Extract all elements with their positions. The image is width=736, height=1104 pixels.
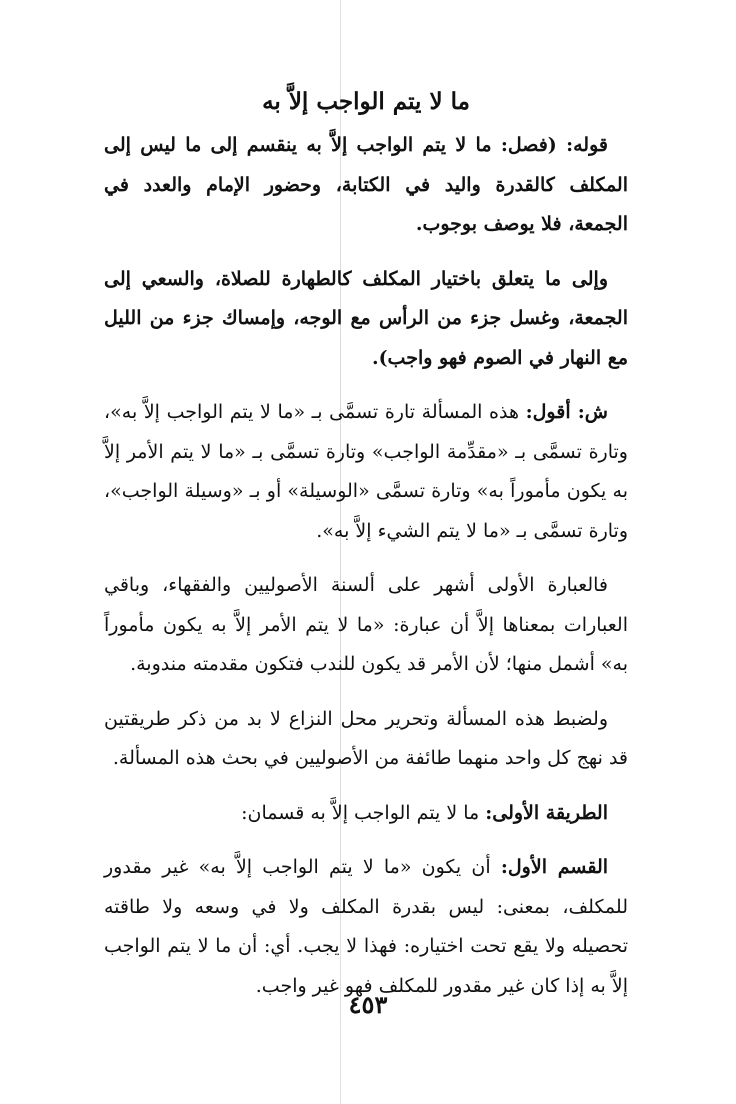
commentary-paragraph-4 (104, 566, 628, 685)
page-number: ٤٥٣ (348, 990, 388, 1019)
commentary-paragraph-5 (104, 700, 628, 779)
paragraph-2-text: وإلى ما يتعلق باختيار المكلف كالطهارة للصلاة، والسعي إلى الجمعة، وغسل جزء من الرأس مع الوجه، وإمساك جزء من الليل مع النهار في الصوم فهو واجب). (104, 267, 628, 369)
paragraph-6-lead: الطريقة الأولى: (485, 801, 608, 824)
paragraph-7-lead: القسم الأول: (500, 856, 609, 878)
commentary-paragraph-3 (104, 393, 628, 551)
page-content (104, 82, 628, 1021)
paragraph-1-text: قوله: (فصل: ما لا يتم الواجب إلاَّ به ينقسم إلى ما ليس إلى المكلف كالقدرة واليد في الكتابة، وحضور الإمام والعدد في الجمعة، فلا يوصف بوجوب. (104, 134, 628, 235)
quoted-text-paragraph-2 (104, 260, 628, 379)
paragraph-7-text: أن يكون «ما لا يتم الواجب إلاَّ به» غير مقدور للمكلف، بمعنى: ليس بقدرة المكلف ولا في وسعه ولا طاقته تحصيله ولا يقع تحت اختياره: فهذا لا يجب. أي: أن ما لا يتم الواجب إلاَّ به إذا كان غير مقدور للمكلف فهو غير واجب. (104, 856, 628, 997)
paragraph-6-text: ما لا يتم الواجب إلاَّ به قسمان: (241, 801, 480, 824)
section-title: ما لا يتم الواجب إلاَّ به (262, 88, 470, 115)
paragraph-4-text: فالعبارة الأولى أشهر على ألسنة الأصوليين والفقهاء، وباقي العبارات بمعناها إلاَّ أن عبارة: «ما لا يتم الأمر إلاَّ به يكون مأموراً به» أشمل منها؛ لأن الأمر قد يكون للندب فتكون مقدمته مندوبة. (104, 574, 628, 675)
quoted-text-paragraph-1 (104, 126, 628, 245)
commentary-paragraph-6 (104, 794, 628, 834)
commentary-paragraph-7 (104, 848, 628, 1006)
paragraph-3-text: هذه المسألة تارة تسمَّى بـ «ما لا يتم الواجب إلاَّ به»، وتارة تسمَّى بـ «مقدِّمة الواجب» وتارة تسمَّى بـ «ما لا يتم الأمر إلاَّ به يكون مأموراً به» وتارة تسمَّى «الوسيلة» أو بـ «وسيلة الواجب»، وتارة تسمَّى بـ «ما لا يتم الشيء إلاَّ به». (104, 401, 628, 542)
paragraph-5-text: ولضبط هذه المسألة وتحرير محل النزاع لا بد من ذكر طريقتين قد نهج كل واحد منهما طائفة من الأصوليين في بحث هذه المسألة. (104, 707, 628, 769)
paragraph-3-lead: ش: أقول: (525, 401, 609, 423)
